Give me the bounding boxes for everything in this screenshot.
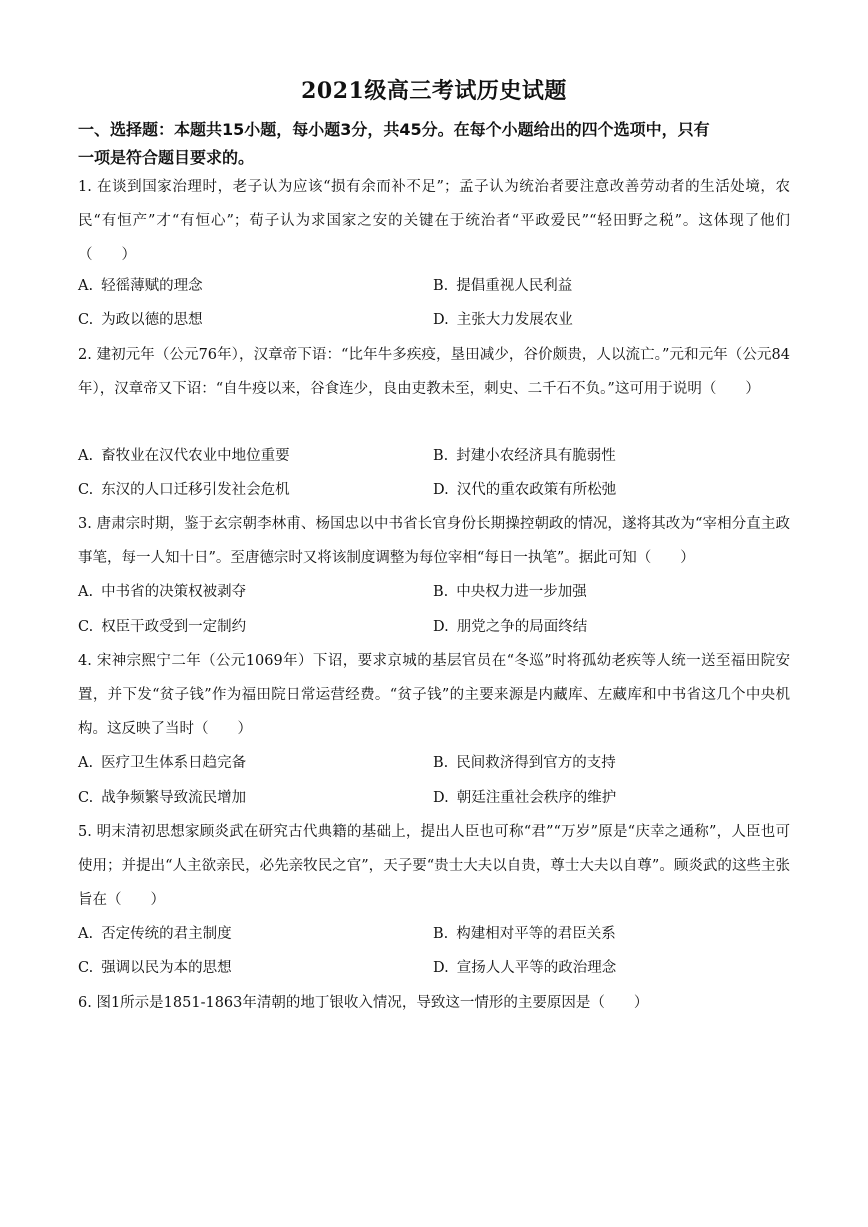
option-text: 强调以民为本的思想 (101, 960, 232, 976)
option-letter: A. (78, 448, 94, 464)
question-1-option-c[interactable] (78, 310, 203, 330)
option-text: 战争频繁导致流民增加 (101, 790, 247, 806)
option-text: 轻徭薄赋的理念 (101, 278, 203, 294)
option-text: 畜牧业在汉代农业中地位重要 (101, 448, 290, 464)
section-heading-line-1: 一、选择题：本题共15小题，每小题3分，共45分。在每个小题给出的四个选项中，只有 (78, 120, 710, 139)
option-letter: B. (433, 926, 449, 942)
option-letter: A. (78, 584, 94, 600)
option-letter: B. (433, 448, 449, 464)
question-3-stem: 3. 唐肃宗时期，鉴于玄宗朝李林甫、杨国忠以中书省长官身份长期操控朝政的情况，遂将其改为“宰相分直主政事笔，每一人知十日”。至唐德宗时又将该制度调整为每位宰相“每日一执笔”。据此可知（ ） (78, 516, 790, 566)
option-text: 东汉的人口迁移引发社会危机 (101, 482, 290, 498)
option-letter: D. (433, 482, 449, 498)
question-4-option-c[interactable] (78, 788, 246, 808)
question-1-option-d[interactable] (433, 310, 573, 330)
option-text: 民间救济得到官方的支持 (456, 755, 616, 771)
option-letter: B. (433, 584, 449, 600)
option-text: 中书省的决策权被剥夺 (101, 584, 247, 600)
question-1-stem: 1. 在谈到国家治理时，老子认为应该“损有余而补不足”；孟子认为统治者要注意改善劳动者的生活处境，农民“有恒产”才“有恒心”；荀子认为求国家之安的关键在于统治者“平政爱民”“轻田野之税”。这体现了他们（ ） (78, 179, 790, 263)
option-text: 宣扬人人平等的政治理念 (456, 960, 617, 976)
option-letter: D. (433, 619, 449, 635)
question-1-option-b[interactable] (433, 276, 572, 296)
question-6-stem: 6. 图1所示是1851-1863年清朝的地丁银收入情况，导致这一情形的主要原因是（ ） (78, 995, 649, 1011)
option-text: 权臣干政受到一定制约 (101, 619, 247, 635)
option-text: 否定传统的君主制度 (101, 926, 232, 942)
exam-title: 2021级高三考试历史试题 (301, 78, 567, 104)
option-letter: B. (433, 278, 449, 294)
option-text: 主张大力发展农业 (456, 312, 573, 328)
section-heading-line-2: 一项是符合题目要求的。 (78, 148, 255, 167)
option-text: 为政以德的思想 (101, 312, 203, 328)
option-letter: C. (78, 312, 94, 328)
question-5-option-b[interactable] (433, 924, 616, 944)
option-letter: C. (78, 960, 94, 976)
option-text: 提倡重视人民利益 (456, 278, 573, 294)
question-5-option-a[interactable] (78, 924, 232, 944)
option-letter: C. (78, 482, 94, 498)
question-5-option-c[interactable] (78, 958, 232, 978)
question-5-option-d[interactable] (433, 958, 616, 978)
option-letter: C. (78, 790, 94, 806)
question-4-option-d[interactable] (433, 788, 616, 808)
question-2-option-c[interactable] (78, 480, 290, 500)
option-text: 朋党之争的局面终结 (456, 619, 588, 635)
question-2-stem: 2. 建初元年（公元76年），汉章帝下语：“比年牛多疾疫，垦田减少，谷价颇贵，人以流亡。”元和元年（公元84年），汉章帝又下诏：“自牛疫以来，谷食连少，良由吏教未至，刺史、二千石不负。”这可用于说明（ ） (78, 347, 790, 397)
option-text: 汉代的重农政策有所松弛 (456, 482, 617, 498)
option-text: 朝廷注重社会秩序的维护 (456, 790, 617, 806)
question-4-option-b[interactable] (433, 753, 616, 773)
question-3-option-d[interactable] (433, 617, 587, 637)
option-letter: D. (433, 790, 449, 806)
question-5-stem: 5. 明末清初思想家顾炎武在研究古代典籍的基础上，提出人臣也可称“君”“万岁”原是“庆幸之通称”，人臣也可使用；并提出“人主欲亲民，必先亲牧民之官”，天子要“贵士大夫以自贵，尊士大夫以自尊”。顾炎武的这些主张旨在（ ） (78, 824, 790, 908)
option-letter: A. (78, 278, 94, 294)
question-3-option-b[interactable] (433, 582, 587, 602)
option-text: 医疗卫生体系日趋完备 (101, 755, 247, 771)
question-3-option-a[interactable] (78, 582, 246, 602)
option-text: 封建小农经济具有脆弱性 (456, 448, 616, 464)
option-letter: C. (78, 619, 94, 635)
question-3-option-c[interactable] (78, 617, 246, 637)
question-4-option-a[interactable] (78, 753, 246, 773)
option-letter: A. (78, 926, 94, 942)
question-1-option-a[interactable] (78, 276, 203, 296)
question-2-option-d[interactable] (433, 480, 616, 500)
option-letter: A. (78, 755, 94, 771)
question-2-option-b[interactable] (433, 446, 616, 466)
question-4-stem: 4. 宋神宗熙宁二年（公元1069年）下诏，要求京城的基层官员在“冬巡”时将孤幼老疾等人统一送至福田院安置，并下发“贫子钱”作为福田院日常运营经费。“贫子钱”的主要来源是内藏库、左藏库和中书省这几个中央机构。这反映了当时（ ） (78, 653, 790, 737)
option-letter: D. (433, 312, 449, 328)
option-letter: B. (433, 755, 449, 771)
option-text: 中央权力进一步加强 (456, 584, 587, 600)
option-text: 构建相对平等的君臣关系 (456, 926, 616, 942)
question-2-option-a[interactable] (78, 446, 290, 466)
section-heading (78, 116, 790, 172)
option-letter: D. (433, 960, 449, 976)
